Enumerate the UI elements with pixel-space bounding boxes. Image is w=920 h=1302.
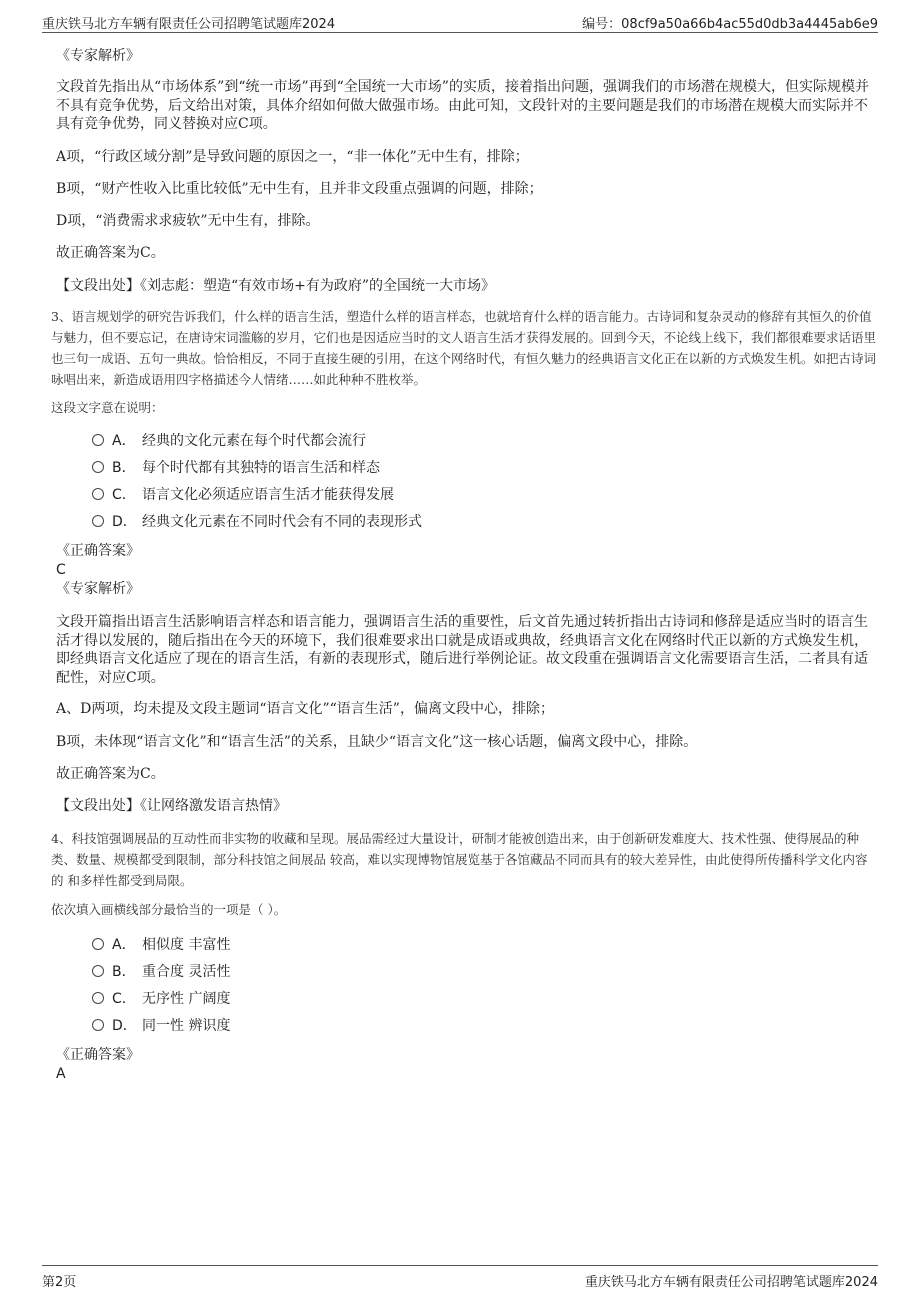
option-letter: D． bbox=[112, 514, 137, 530]
option-text: 经典文化元素在不同时代会有不同的表现形式 bbox=[142, 514, 422, 530]
option-letter: B． bbox=[112, 964, 136, 980]
expert-analysis-label: 《专家解析》 bbox=[56, 581, 140, 597]
question-4-stem: 4、科技馆强调展品的互动性而非实物的收藏和呈现。展品需经过大量设计，研制才能被创造出来，由于创新研发难度大、技术性强、使得展品的种类、数量、规模都受到限制，部分科技馆之间展品 较高，难以实现博物馆展览基于各馆藏品不同而具有的较大差异性，由此使得所传播科学文化内容的 和多样性都受到局限。 bbox=[51, 831, 868, 888]
radio-button-icon[interactable] bbox=[92, 461, 104, 473]
question-3-prompt: 这段文字意在说明： bbox=[51, 400, 164, 415]
analysis-conclusion: 故正确答案为C。 bbox=[56, 245, 165, 261]
radio-button-icon[interactable] bbox=[92, 488, 104, 500]
correct-answer-value: A bbox=[56, 1066, 66, 1082]
option-text: 经典的文化元素在每个时代都会流行 bbox=[142, 433, 366, 449]
option-text: 相似度 丰富性 bbox=[142, 937, 231, 953]
option-letter: A． bbox=[112, 937, 136, 953]
option-text: 同一性 辨识度 bbox=[142, 1018, 231, 1034]
radio-button-icon[interactable] bbox=[92, 992, 104, 1004]
option-letter: D． bbox=[112, 1018, 137, 1034]
radio-button-icon[interactable] bbox=[92, 1019, 104, 1031]
correct-answer-label: 《正确答案》 bbox=[56, 543, 140, 559]
document-serial-number: 编号：08cf9a50a66b4ac55d0db3a4445ab6e9 bbox=[582, 17, 878, 32]
correct-answer-label: 《正确答案》 bbox=[56, 1047, 140, 1063]
question-4-option-a[interactable] bbox=[92, 935, 230, 955]
page-footer bbox=[42, 1265, 878, 1288]
question-4-option-c[interactable] bbox=[92, 989, 230, 1009]
header-title: 重庆铁马北方车辆有限责任公司招聘笔试题库2024 bbox=[42, 17, 336, 32]
analysis-option-d: D项，“消费需求求疲软”无中生有，排除。 bbox=[56, 213, 320, 229]
analysis-option-a: A项，“行政区域分割”是导致问题的原因之一，“非一体化”无中生有，排除； bbox=[56, 149, 529, 165]
question-4-option-d[interactable] bbox=[92, 1016, 230, 1036]
question-3-option-d[interactable] bbox=[92, 512, 422, 532]
option-text: 无序性 广阔度 bbox=[142, 991, 231, 1007]
correct-answer-value: C bbox=[56, 562, 66, 578]
radio-button-icon[interactable] bbox=[92, 515, 104, 527]
expert-analysis-text: 文段首先指出从“市场体系”到“统一市场”再到“全国统一大市场”的实质，接着指出问题，强调我们的市场潜在规模大，但实际规模并不具有竞争优势，后文给出对策，具体介绍如何做大做强市场。由此可知，文段针对的主要问题是我们的市场潜在规模大而实际并不具有竞争优势，同义替换对应C项。 bbox=[56, 79, 869, 132]
option-letter: A． bbox=[112, 433, 136, 449]
expert-analysis-label: 《专家解析》 bbox=[56, 48, 140, 64]
page-number: 第2页 bbox=[42, 1275, 77, 1290]
question-4-option-b[interactable] bbox=[92, 962, 230, 982]
option-text: 每个时代都有其独特的语言生活和样态 bbox=[142, 460, 380, 476]
question-3-stem: 3、语言规划学的研究告诉我们，什么样的语言生活，塑造什么样的语言样态，也就培育什么样的语言能力。古诗词和复杂灵动的修辞有其恒久的价值与魅力，但不要忘记，在唐诗宋词滥觞的岁月，它们也是因适应当时的文人语言生活才获得发展的。回到今天，不论线上线下，我们都很难要求话语里也三句一成语、五句一典故。恰恰相反，不同于直接生硬的引用，在这个网络时代，有恒久魅力的经典语言文化正在以新的方式焕发生机。如把古诗词咏唱出来，新造成语用四字格描述今人情绪……如此种种不胜枚举。 bbox=[51, 309, 877, 387]
radio-button-icon[interactable] bbox=[92, 938, 104, 950]
option-letter: C． bbox=[112, 487, 136, 503]
analysis-conclusion: 故正确答案为C。 bbox=[56, 766, 165, 782]
page-header bbox=[42, 12, 878, 33]
question-3-option-a[interactable] bbox=[92, 431, 366, 451]
option-text: 语言文化必须适应语言生活才能获得发展 bbox=[142, 487, 394, 503]
question-3-option-b[interactable] bbox=[92, 458, 380, 478]
passage-source: 【文段出处】《刘志彪：塑造“有效市场+有为政府”的全国统一大市场》 bbox=[56, 278, 496, 294]
question-3-option-c[interactable] bbox=[92, 485, 394, 505]
analysis-option-b: B项，未体现“语言文化”和“语言生活”的关系，且缺少“语言文化”这一核心话题，偏离文段中心，排除。 bbox=[56, 734, 698, 750]
passage-source: 【文段出处】《让网络激发语言热情》 bbox=[56, 798, 287, 814]
option-text: 重合度 灵活性 bbox=[142, 964, 231, 980]
expert-analysis-text: 文段开篇指出语言生活影响语言样态和语言能力，强调语言生活的重要性，后文首先通过转折指出古诗词和修辞是适应当时的语言生活才得以发展的，随后指出在今天的环境下，我们很难要求出口就是成语或典故，经典语言文化在网络时代正以新的方式焕发生机，即经典语言文化适应了现在的语言生活，有新的表现形式，随后进行举例论证。故文段重在强调语言文化需要语言生活，二者具有适配性，对应C项。 bbox=[56, 614, 868, 686]
option-letter: C． bbox=[112, 991, 136, 1007]
footer-title: 重庆铁马北方车辆有限责任公司招聘笔试题库2024 bbox=[584, 1275, 878, 1290]
question-4-prompt: 依次填入画横线部分最恰当的一项是（ ）。 bbox=[51, 902, 287, 917]
radio-button-icon[interactable] bbox=[92, 965, 104, 977]
analysis-option-b: B项，“财产性收入比重比较低”无中生有，且并非文段重点强调的问题，排除； bbox=[56, 181, 543, 197]
analysis-option-ad: A、D两项，均未提及文段主题词“语言文化”“语言生活”，偏离文段中心，排除； bbox=[56, 701, 554, 717]
option-letter: B． bbox=[112, 460, 136, 476]
radio-button-icon[interactable] bbox=[92, 434, 104, 446]
